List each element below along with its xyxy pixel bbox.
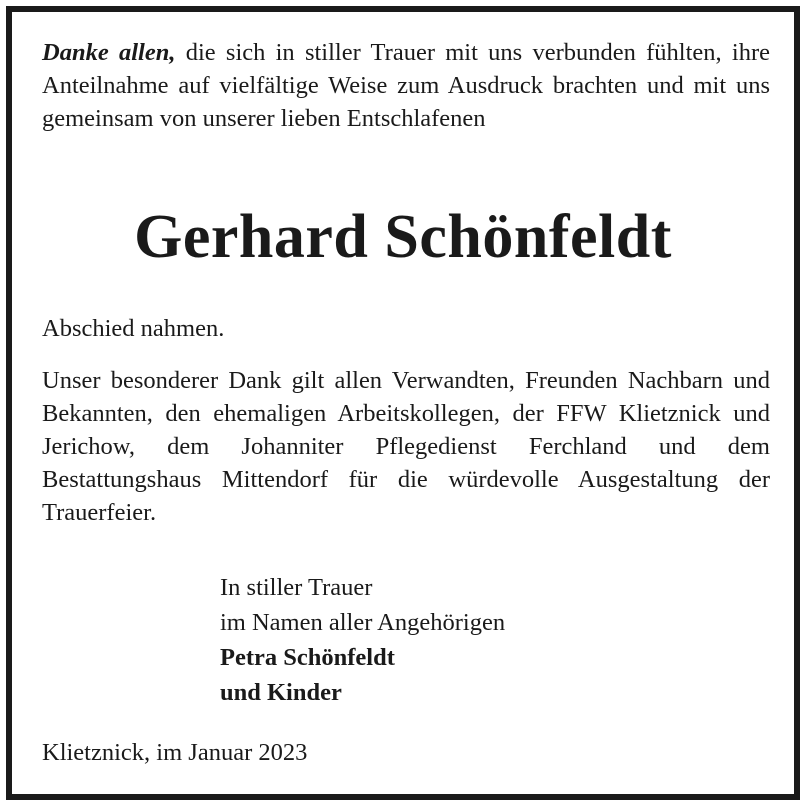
deceased-name: Gerhard Schönfeldt [134, 203, 672, 271]
thanks-paragraph: Unser besonderer Dank gilt allen Verwandten, Freunden Nachbarn und Bekannten, den ehemaligen Arbeitskollegen, der FFW Klietznick und Jerichow, dem Johanniter Pflegedienst Ferchland und dem Bestattungshaus Mittendorf für die würdevolle Ausgestaltung der Trauerfeier. [42, 367, 770, 526]
obituary-notice [6, 6, 800, 800]
signature-line-4: und Kinder [220, 679, 342, 706]
intro-lead: Danke allen, [42, 39, 176, 66]
intro-text: die sich in stiller Trauer mit uns verbunden fühlten, ihre Anteilnahme auf vielfältige Weise zum Ausdruck brachten und mit uns gemeinsam von unserer lieben Entschlafenen [42, 39, 771, 132]
signature-block [220, 570, 505, 710]
signature-line-1: In stiller Trauer [220, 574, 373, 601]
signature-name: Petra Schönfeldt [220, 644, 395, 671]
signature-line-2: im Namen aller Angehörigen [220, 609, 506, 636]
place-date: Klietznick, im Januar 2023 [42, 739, 308, 766]
intro-paragraph [42, 36, 770, 135]
farewell-text: Abschied nahmen. [42, 315, 225, 342]
